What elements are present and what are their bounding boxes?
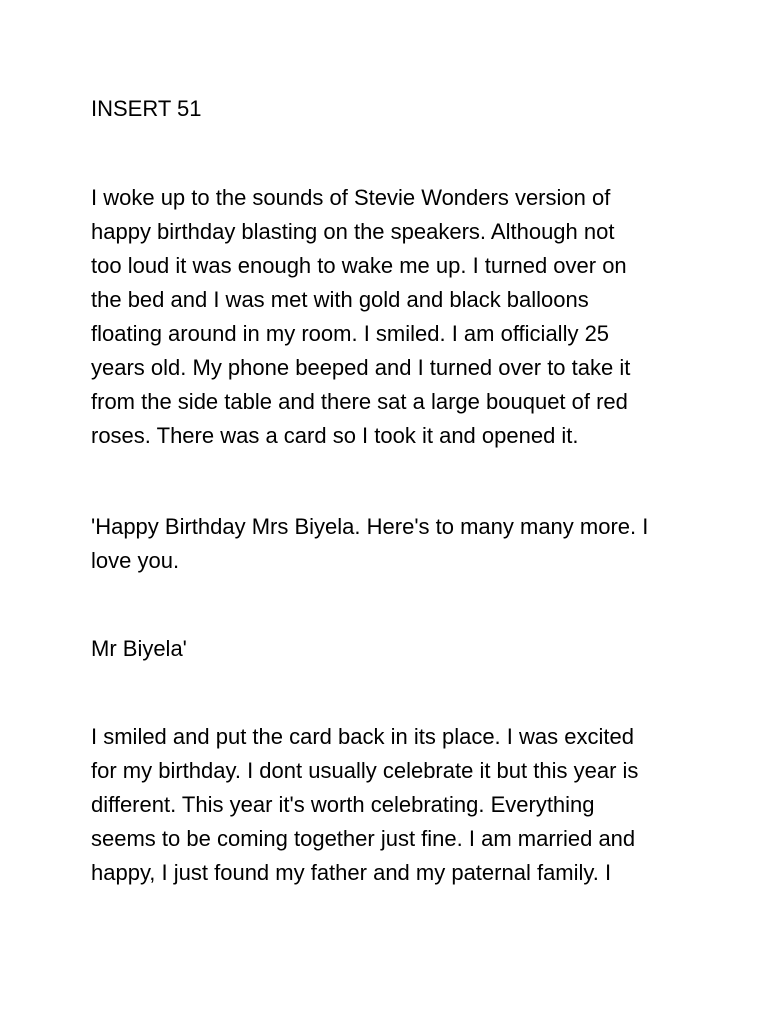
paragraph-card-message: 'Happy Birthday Mrs Biyela. Here's to many many more. I love you. [91,514,649,573]
paragraph-birthday-reflection: I smiled and put the card back in its place. I was excited for my birthday. I dont usually celebrate it but this year is different. This year it's worth celebrating. Everything seems to be coming together just fine. I am married and happy, I just found my father and my paternal family. I [91,724,639,885]
paragraph-card-signature: Mr Biyela' [91,636,187,661]
paragraph-wake-up: I woke up to the sounds of Stevie Wonders version of happy birthday blasting on the speakers. Although not too loud it was enough to wake me up. I turned over on the bed and I was met with gold and black balloons floating around in my room. I smiled. I am officially 25 years old. My phone beeped and I turned over to take it from the side table and there sat a large bouquet of red roses. There was a card so I took it and opened it. [91,185,631,448]
chapter-title: INSERT 51 [91,96,202,121]
